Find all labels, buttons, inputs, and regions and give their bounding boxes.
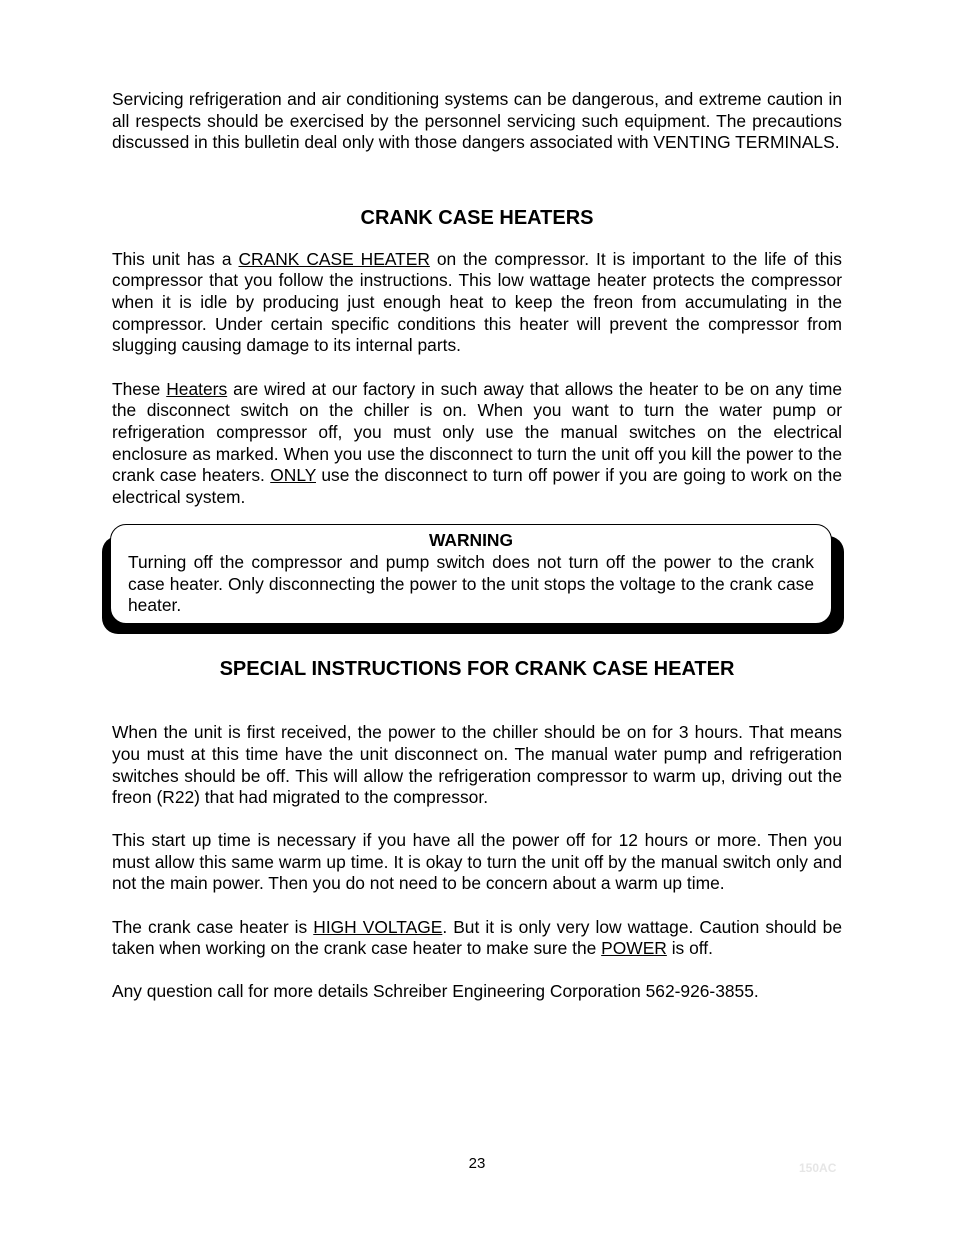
crank-case-paragraph-1 — [112, 249, 842, 357]
special-paragraph-3 — [112, 917, 842, 960]
model-code: 150AC — [799, 1161, 837, 1175]
text-span: These — [112, 378, 167, 399]
warning-box — [110, 524, 832, 624]
underlined-term: Heaters — [166, 378, 228, 399]
underlined-term: CRANK CASE HEATER — [238, 248, 430, 269]
crank-case-paragraph-2 — [112, 379, 842, 509]
special-paragraph-1: When the unit is first received, the power to the chiller should be on for 3 hours. That means you must at this time have the unit disconnect on. The manual water pump and refrigeration switches should be off. This will allow the refrigeration compressor to warm up, driving out the freon (R22) that had migrated to the compressor. — [112, 722, 842, 808]
warning-text: Turning off the compressor and pump switch does not turn off the power to the crank case heater. Only disconnecting the power to the unit stops the voltage to the crank case heater. — [128, 551, 814, 616]
text-span: on the compressor. It is important to the life of this compressor that you follow the instructions. This low wattage heater protects the compressor when it is idle by producing just enough heat to keep the freon from accumulating in the compressor. Under certain specific conditions this heater will prevent the compressor from slugging causing damage to its internal parts. — [112, 248, 842, 356]
page-number: 23 — [468, 1155, 486, 1172]
crank-case-heaters-heading: CRANK CASE HEATERS — [360, 206, 594, 229]
intro-paragraph: Servicing refrigeration and air conditioning systems can be dangerous, and extreme caution in all respects should be exercised by the personnel servicing such equipment. The precautions discussed in this bulletin deal only with those dangers associated with VENTING TERMINALS. — [112, 89, 842, 153]
special-paragraph-2: This start up time is necessary if you have all the power off for 12 hours or more. Then you must allow this same warm up time. It is okay to turn the unit off by the manual switch only and not the main power. Then you do not need to be concern about a warm up time. — [112, 830, 842, 894]
text-span: use the disconnect to turn off power if you are going to work on the electrical system. — [112, 465, 842, 507]
contact-paragraph: Any question call for more details Schreiber Engineering Corporation 562-926-3855. — [112, 981, 759, 1002]
text-span: The crank case heater is — [112, 916, 314, 937]
text-span: . But it is only very low wattage. Caution should be taken when working on the crank case heater to make sure the — [112, 916, 842, 959]
text-span: is off. — [666, 938, 713, 959]
text-span: This unit has a — [112, 248, 239, 269]
document-body — [112, 89, 842, 1003]
text-span: are wired at our factory in such away that allows the heater to be on any time the disconnect switch on the chiller is on. When you want to turn the water pump or refrigeration compressor off, you must only use the manual switches on the electrical enclosure as marked. When you use the disconnect to turn the unit off you kill the power to the crank case heaters. — [112, 378, 842, 486]
underlined-term: HIGH VOLTAGE — [313, 916, 443, 937]
warning-title: WARNING — [428, 530, 514, 551]
underlined-term: ONLY — [270, 465, 316, 486]
underlined-term: POWER — [601, 938, 667, 959]
warning-callout — [102, 524, 844, 636]
special-instructions-heading: SPECIAL INSTRUCTIONS FOR CRANK CASE HEATER — [219, 658, 735, 681]
